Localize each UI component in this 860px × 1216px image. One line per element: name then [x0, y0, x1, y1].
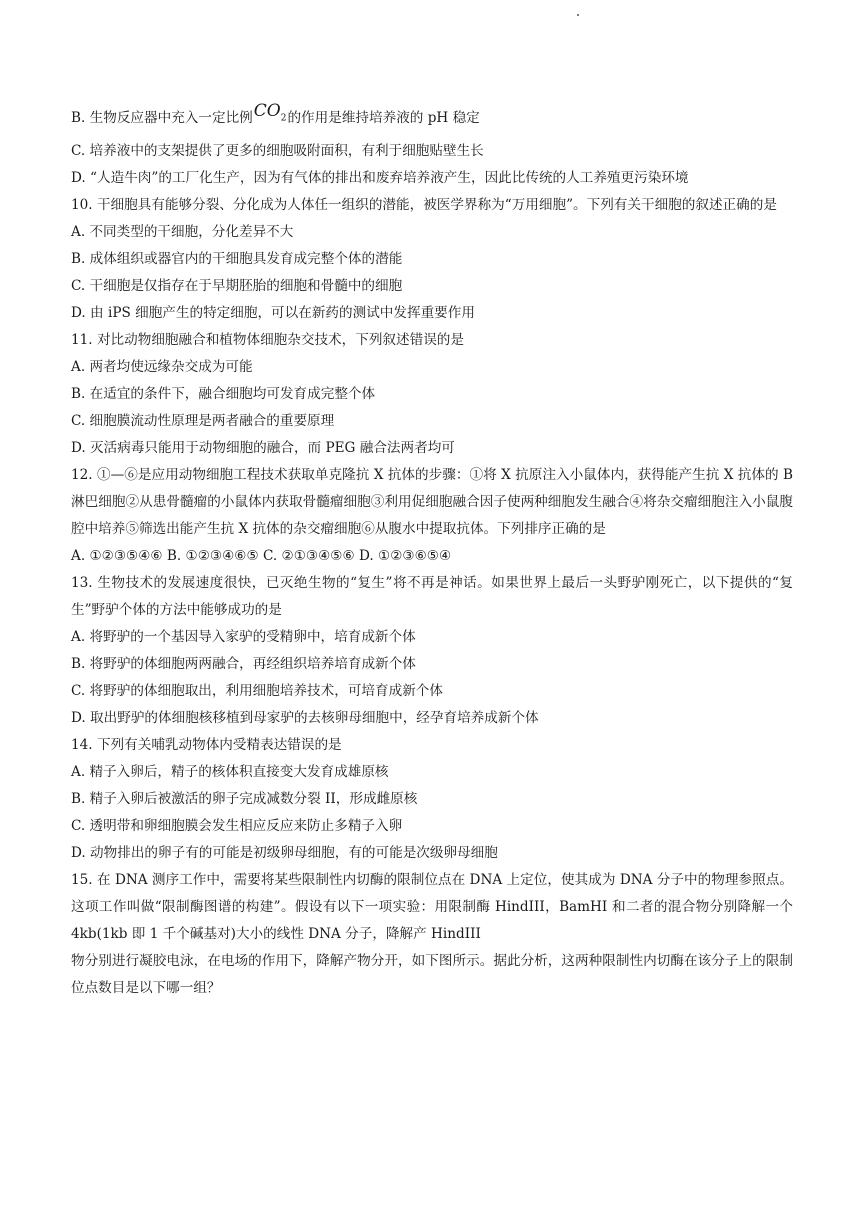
q12-stem: 12. ①—⑥是应用动物细胞工程技术获取单克隆抗 X 抗体的步骤：①将 X 抗原注入小鼠体内，获得能产生抗 X 抗体的 B 淋巴细胞②从患骨髓瘤的小鼠体内获取骨髓瘤细胞③利用促细胞融合因子使两种细胞发生融合④将杂交瘤细胞注入小鼠腹腔中培养⑤筛选出能产生抗 X 抗体的杂交瘤细胞⑥从腹水中提取抗体。下列排序正确的是	[71, 467, 793, 538]
q11-stem: 11. 对比动物细胞融合和植物体细胞杂交技术，下列叙述错误的是	[71, 332, 464, 349]
q15-continuation: 物分别进行凝胶电泳，在电场的作用下，降解产物分开，如下图所示。据此分析，这两种限制性内切酶在该分子上的限制位点数目是以下哪一组？	[71, 953, 793, 997]
q10-stem: 10. 干细胞具有能够分裂、分化成为人体任一组织的潜能，被医学界称为“万用细胞”。下列有关干细胞的叙述正确的是	[71, 197, 777, 214]
q11-option-d: D. 灭活病毒只能用于动物细胞的融合，而 PEG 融合法两者均可	[71, 440, 455, 457]
q12-options: A. ①②③⑤④⑥ B. ①②③④⑥⑤ C. ②①③④⑤⑥ D. ①②③⑥⑤④	[71, 548, 452, 565]
exam-page	[71, 101, 793, 1002]
q9-option-d: D. “人造牛肉”的工厂化生产，因为有气体的排出和废弃培养液产生，因此比传统的人工养殖更污染环境	[71, 170, 689, 187]
q14-option-d: D. 动物排出的卵子有的可能是初级卵母细胞，有的可能是次级卵母细胞	[71, 845, 498, 862]
q13-option-a: A. 将野驴的一个基因导入家驴的受精卵中，培育成新个体	[71, 629, 416, 646]
q11-option-b: B. 在适宜的条件下，融合细胞均可发育成完整个体	[71, 386, 376, 403]
q14-option-b: B. 精子入卵后被激活的卵子完成减数分裂 II，形成雌原核	[71, 791, 418, 808]
q14-option-a: A. 精子入卵后，精子的核体积直接变大发育成雄原核	[71, 764, 389, 781]
q14-stem: 14. 下列有关哺乳动物体内受精表达错误的是	[71, 737, 342, 754]
q13-option-c: C. 将野驴的体细胞取出，利用细胞培养技术，可培育成新个体	[71, 683, 443, 700]
q14-option-c: C. 透明带和卵细胞膜会发生相应反应来防止多精子入卵	[71, 818, 403, 835]
q13-stem: 13. 生物技术的发展速度很快，已灭绝生物的“复生”将不再是神话。如果世界上最后一头野驴刚死亡，以下提供的“复生”野驴个体的方法中能够成功的是	[71, 575, 793, 619]
q10-option-c: C. 干细胞是仅指存在于早期胚胎的细胞和骨髓中的细胞	[71, 278, 403, 295]
q15-stem: 15. 在 DNA 测序工作中，需要将某些限制性内切酶的限制位点在 DNA 上定位，使其成为 DNA 分子中的物理参照点。这项工作叫做“限制酶图谱的构建”。假设有以下一项实验：用限制酶 HindIII，BamHI 和二者的混合物分别降解一个 4kb(1kb 即 1 千个碱基对)大小的线性 DNA 分子，降解产 HindIII	[71, 872, 793, 943]
q10-option-a: A. 不同类型的干细胞，分化差异不大	[71, 224, 294, 241]
q13-option-b: B. 将野驴的体细胞两两融合，再经组织培养培育成新个体	[71, 656, 416, 673]
q13-option-d: D. 取出野驴的体细胞核移植到母家驴的去核卵母细胞中，经孕育培养成新个体	[71, 710, 539, 727]
q10-option-d: D. 由 iPS 细胞产生的特定细胞，可以在新药的测试中发挥重要作用	[71, 305, 475, 322]
header-dot	[577, 14, 579, 16]
q9-option-c: C. 培养液中的支架提供了更多的细胞吸附面积，有利于细胞贴壁生长	[71, 143, 484, 160]
q11-option-a: A. 两者均使远缘杂交成为可能	[71, 359, 253, 376]
co2-formula: $CO_2$	[253, 101, 287, 124]
q9-option-b: B. 生物反应器中充入一定比例$CO_2$的作用是维持培养液的 pH 稳定	[71, 101, 480, 126]
q10-option-b: B. 成体组织或器官内的干细胞具发育成完整个体的潜能	[71, 251, 403, 268]
q11-option-c: C. 细胞膜流动性原理是两者融合的重要原理	[71, 413, 335, 430]
